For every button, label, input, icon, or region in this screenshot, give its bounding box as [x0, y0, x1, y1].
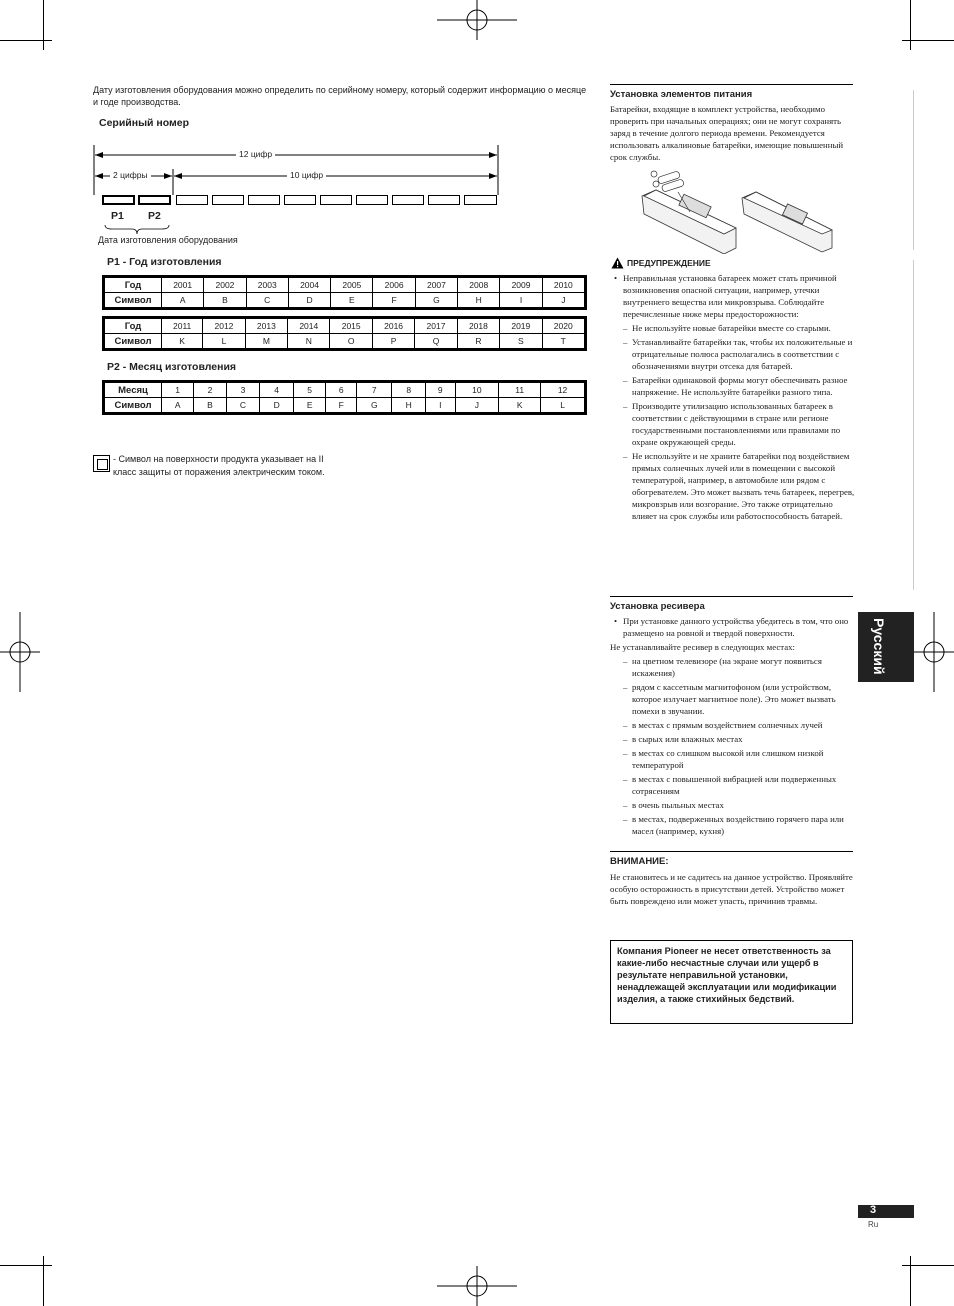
row-header: Месяц	[105, 383, 162, 398]
year-cell: 2005	[331, 278, 373, 293]
warning-heading: ПРЕДУПРЕЖДЕНИЕ	[627, 258, 711, 268]
serial-heading: Серийный номер	[99, 117, 190, 129]
row-header: Год	[105, 278, 162, 293]
warning-list	[610, 272, 855, 524]
symbol-cell: G	[357, 398, 392, 413]
p2-label: P2	[148, 210, 161, 222]
year-cell: 2002	[204, 278, 246, 293]
month-cell: 2	[194, 383, 226, 398]
serial-digit-box	[284, 195, 316, 205]
crop-mark	[0, 40, 52, 41]
symbol-cell: J	[455, 398, 499, 413]
warning-bullet: • Неправильная установка батареек может стать причиной возникновения опасной ситуации, например, утечки внутреннего вещества или микровзрыва. Соблюдайте перечисленные ниже меры предосторожности:	[610, 272, 855, 320]
p1-label: P1	[111, 210, 124, 222]
section-rule	[610, 84, 853, 85]
symbol-cell: C	[226, 398, 260, 413]
receiver-item: – на цветном телевизоре (на экране могут появиться искажения)	[610, 655, 855, 679]
warning-triangle-icon	[611, 257, 624, 269]
crop-mark	[43, 0, 44, 50]
symbol-cell: Q	[415, 334, 457, 349]
symbol-cell: O	[330, 334, 372, 349]
month-cell: 7	[357, 383, 392, 398]
year-cell: 2020	[542, 319, 584, 334]
symbol-cell: A	[162, 398, 194, 413]
year-cell: 2011	[162, 319, 203, 334]
receiver-item: – в сырых или влажных местах	[610, 733, 855, 745]
registration-mark-bottom	[437, 1266, 517, 1306]
year-cell: 2016	[372, 319, 414, 334]
serial-digit-box	[428, 195, 460, 205]
batteries-text: Батарейки, входящие в комплект устройства, необходимо проверить при начальных операциях; они не могут сохранять заряд в течение долгого периода времени. Рекомендуется использовать алкалиновые батарейки, имеющие повышенный срок службы.	[610, 104, 844, 162]
registration-mark-top	[437, 0, 517, 40]
warning-item: – Устанавливайте батарейки так, чтобы их положительные и отрицательные полюса располагались в соответствии с обозначениями внутри отсека для батарей.	[610, 336, 855, 372]
row-header: Символ	[105, 293, 162, 308]
symbol-cell: E	[294, 398, 326, 413]
serial-digit-box	[138, 195, 171, 205]
year-cell: 2014	[288, 319, 330, 334]
year-cell: 2009	[500, 278, 542, 293]
symbol-cell: G	[415, 293, 457, 308]
symbol-cell: B	[194, 398, 226, 413]
symbol-cell: H	[392, 398, 426, 413]
year-cell: 2004	[288, 278, 330, 293]
year-cell: 2018	[457, 319, 499, 334]
year-cell: 2015	[330, 319, 372, 334]
serial-digit-box	[320, 195, 352, 205]
symbol-cell: E	[331, 293, 373, 308]
class-ii-double-square-icon	[93, 455, 110, 472]
year-table-1	[104, 277, 585, 308]
year-cell: 2019	[500, 319, 542, 334]
receiver-lead: Не устанавливайте ресивер в следующих местах:	[610, 642, 795, 652]
receiver-item: – в очень пыльных местах	[610, 799, 855, 811]
symbol-cell: N	[288, 334, 330, 349]
month-cell: 6	[326, 383, 357, 398]
symbol-cell: K	[499, 398, 541, 413]
remote-battery-illustration	[638, 168, 838, 254]
language-tab-label: Русский	[871, 618, 887, 675]
receiver-bullet: • При установке данного устройства убедитесь в том, что оно размещено на ровной и твердой поверхности.	[610, 615, 855, 639]
symbol-cell: L	[541, 398, 585, 413]
symbol-cell: S	[500, 334, 542, 349]
month-cell: 10	[455, 383, 499, 398]
symbol-cell: F	[373, 293, 415, 308]
month-cell: 4	[260, 383, 294, 398]
crop-mark	[902, 40, 954, 41]
month-cell: 9	[426, 383, 455, 398]
page-language-code: Ru	[868, 1220, 879, 1229]
symbol-cell: P	[372, 334, 414, 349]
receiver-list	[610, 615, 855, 839]
serial-digit-box	[464, 195, 497, 205]
symbol-cell: D	[260, 398, 294, 413]
registration-mark-right	[914, 612, 954, 692]
symbol-cell: B	[204, 293, 246, 308]
section-rule	[610, 851, 853, 852]
year-cell: 2013	[245, 319, 287, 334]
year-cell: 2006	[373, 278, 415, 293]
twelve-digits-label: 12 цифр	[236, 149, 275, 159]
year-cell: 2003	[246, 278, 288, 293]
month-heading: P2 - Месяц изготовления	[107, 361, 237, 373]
month-cell: 1	[162, 383, 194, 398]
serial-digit-box	[176, 195, 208, 205]
crop-mark	[43, 1256, 44, 1306]
side-rule	[913, 260, 914, 590]
year-cell: 2017	[415, 319, 457, 334]
date-caption: Дата изготовления оборудования	[98, 235, 238, 245]
month-cell: 5	[294, 383, 326, 398]
language-tab	[858, 612, 914, 682]
symbol-cell: H	[458, 293, 500, 308]
caution-text: Не становитесь и не садитесь на данное устройство. Проявляйте особую осторожность в присутствии детей. Устройство может быть повреждено или может упасть, причинив травмы.	[610, 872, 853, 906]
section-rule	[610, 596, 853, 597]
batteries-heading: Установка элементов питания	[610, 89, 753, 100]
side-rule	[913, 90, 914, 250]
year-cell: 2007	[415, 278, 457, 293]
year-cell: 2012	[203, 319, 245, 334]
registration-mark-left	[0, 612, 40, 692]
month-cell: 11	[499, 383, 541, 398]
warning-item: – Батарейки одинаковой формы могут обеспечивать разное напряжение. Не используйте батарейки разного типа.	[610, 374, 855, 398]
class-ii-note: - Символ на поверхности продукта указывает на II класс защиты от поражения электрическим током.	[113, 454, 325, 477]
symbol-cell: K	[162, 334, 203, 349]
symbol-cell: D	[288, 293, 330, 308]
symbol-cell: F	[326, 398, 357, 413]
year-cell: 2001	[162, 278, 204, 293]
receiver-item: – в местах, подверженных воздействию горячего пара или масел (например, кухня)	[610, 813, 855, 837]
symbol-cell: L	[203, 334, 245, 349]
month-cell: 8	[392, 383, 426, 398]
row-header: Год	[105, 319, 162, 334]
two-digits-label: 2 цифры	[110, 170, 151, 180]
crop-mark	[910, 0, 911, 50]
month-cell: 12	[541, 383, 585, 398]
receiver-heading: Установка ресивера	[610, 601, 705, 612]
serial-digit-box	[356, 195, 388, 205]
month-table	[104, 382, 585, 413]
caution-heading: ВНИМАНИЕ:	[610, 856, 669, 867]
symbol-cell: C	[246, 293, 288, 308]
serial-digit-box	[102, 195, 135, 205]
intro-text: Дату изготовления оборудования можно определить по серийному номеру, который содержит информацию о месяце и годе производства.	[93, 85, 587, 107]
serial-digit-box	[212, 195, 244, 205]
crop-mark	[902, 1265, 954, 1266]
year-heading: P1 - Год изготовления	[107, 256, 222, 268]
row-header: Символ	[105, 398, 162, 413]
symbol-cell: R	[457, 334, 499, 349]
year-table-2	[104, 318, 585, 349]
crop-mark	[910, 1256, 911, 1306]
symbol-cell: T	[542, 334, 584, 349]
receiver-item: – в местах с повышенной вибрацией или подверженных сотрясениям	[610, 773, 855, 797]
ten-digits-label: 10 цифр	[287, 170, 326, 180]
serial-digit-box	[248, 195, 280, 205]
disclaimer-box: Компания Pioneer не несет ответственность за какие-либо несчастные случаи или ущерб в результате неправильной установки, ненадлежащей эксплуатации или модификации изделия, а также стихийных бедствий.	[610, 940, 853, 1024]
page-number: 3	[870, 1204, 877, 1216]
symbol-cell: I	[500, 293, 542, 308]
receiver-item: – в местах с прямым воздействием солнечных лучей	[610, 719, 855, 731]
symbol-cell: A	[162, 293, 204, 308]
symbol-cell: J	[542, 293, 584, 308]
receiver-item: – рядом с кассетным магнитофоном (или устройством, которое излучает магнитное поле). Это может вызвать помехи в звучании.	[610, 681, 855, 717]
warning-item: – Производите утилизацию использованных батареек в соответствии с действующими в стране или регионе государственными постановлениями или правилами по охране окружающей среды.	[610, 400, 855, 448]
warning-item: – Не используйте новые батарейки вместе со старыми.	[610, 322, 855, 334]
receiver-item: – в местах со слишком высокой или слишком низкой температурой	[610, 747, 855, 771]
year-cell: 2008	[458, 278, 500, 293]
year-cell: 2010	[542, 278, 584, 293]
serial-digit-box	[392, 195, 424, 205]
symbol-cell: M	[245, 334, 287, 349]
month-cell: 3	[226, 383, 260, 398]
warning-item: – Не используйте и не храните батарейки под воздействием прямых солнечных лучей или в помещении с высокой температурой, например, в автомобиле или рядом с обогревателем. Это может вызвать течь батареек, перегрев, микровзрыв или возгорание. Это также отрицательно влияет на срок службы или работоспособность батарей.	[610, 450, 855, 522]
page-number-bar	[858, 1205, 914, 1218]
crop-mark	[0, 1265, 52, 1266]
row-header: Символ	[105, 334, 162, 349]
symbol-cell: I	[426, 398, 455, 413]
